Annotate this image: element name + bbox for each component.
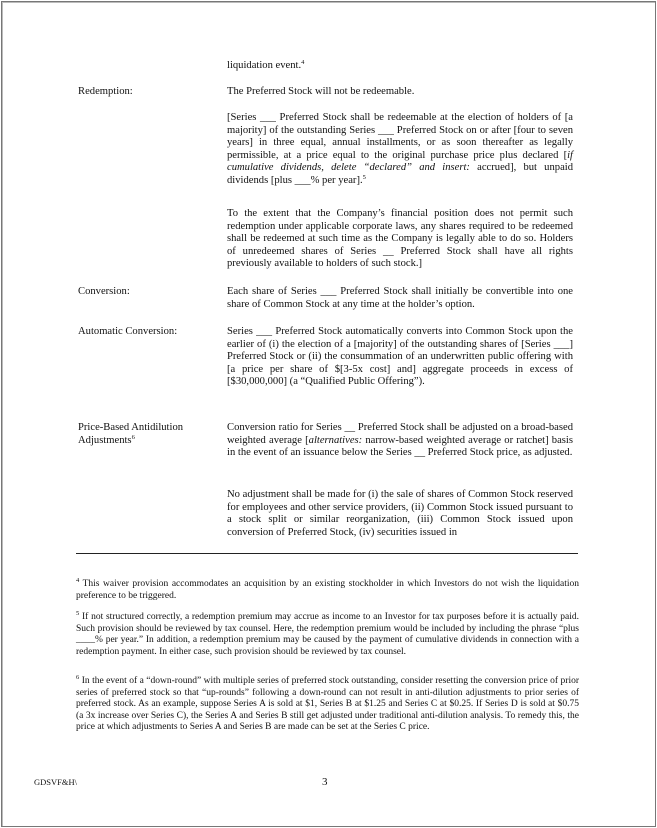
automatic-conversion-paragraph: Series ___ Preferred Stock automatically converts into Common Stock upon the earlier of (i) the election of a [majority] of the outstanding shares of [Series ___] Preferred Stock or (ii) the consummation of an underwritten public offering with [a price per share of $[3-5x cost] and] aggregate proceeds in excess of [$30,000,000] (a “Qualified Public Offering”). bbox=[227, 326, 573, 388]
redemption-label: Redemption: bbox=[78, 86, 133, 97]
redemption-paragraph-1: The Preferred Stock will not be redeemable. bbox=[227, 86, 415, 97]
antidilution-paragraph-1: Conversion ratio for Series __ Preferred Stock shall be adjusted on a broad-based weighted average [alternatives: narrow-based weighted average or ratchet] basis in the event of an issuance below the Series __ Preferred Stock price, as adjusted. bbox=[227, 422, 573, 459]
footnote-5: $^5$ If not structured correctly, a redemption premium may accrue as income to an Investor for tax purposes before it is actually paid. Such provision should be reviewed by tax counsel. Here, the redemption premium would be included by including the phrase “plus ____% per year.” In addition, a redemption premium may be caused by the payment of cumulative dividends in connection with a redemption payment. In either case, such provision should be reviewed by tax counsel. bbox=[76, 610, 579, 657]
liquidation-line: liquidation event.$^4$ bbox=[227, 59, 305, 71]
conversion-paragraph: Each share of Series ___ Preferred Stock shall initially be convertible into one share of Common Stock at any time at the holder’s option. bbox=[227, 286, 573, 310]
automatic-conversion-label: Automatic Conversion: bbox=[78, 326, 178, 337]
footnote-4: $^4$ This waiver provision accommodates an acquisition by an existing stockholder in which Investors do not wish the liquidation preference to be triggered. bbox=[76, 577, 579, 601]
antidilution-label: Price-Based Antidilution Adjustments$^6$ bbox=[78, 422, 184, 446]
footnote-ref-6: 6 bbox=[131, 433, 135, 441]
redemption-paragraph-3: To the extent that the Company’s financial position does not permit such redemption under applicable corporate laws, any shares required to be redeemed shall be redeemed at such time as the Company is legally able to do so. Holders of unredeemed shares of Series __ Preferred Stock shall have all rights previously available to holders of such stock.] bbox=[227, 208, 573, 270]
conversion-label: Conversion: bbox=[78, 286, 130, 297]
footnote-ref-5: 5 bbox=[362, 173, 366, 181]
antidilution-paragraph-2: No adjustment shall be made for (i) the sale of shares of Common Stock reserved for employees and other service providers, (ii) Common Stock issued pursuant to a stock split or similar reorganization, (iii) Common Stock issued upon conversion of Preferred Stock, (iv) securities issued in bbox=[227, 489, 573, 538]
footnote-6: $^6$ In the event of a “down-round” with multiple series of preferred stock outstanding, consider resetting the conversion price of prior series of preferred stock so that “up-rounds” following a down-round can not result in anti-dilution adjustments to prior series of preferred stock. As an example, suppose Series A is sold at $1, Series B at $1.25 and Series C at $0.25. If Series D is sold at $0.75 (a 3x increase over Series C), the Series A and Series B still get adjusted under traditional anti-dilution analysis. To remedy this, the price at which adjustments to Series A and Series B are made can be set at the Series C price. bbox=[76, 674, 579, 733]
page-number: 3 bbox=[322, 776, 328, 788]
document-code: GDSVF&H\ bbox=[34, 777, 77, 787]
footnote-ref-4: 4 bbox=[301, 59, 305, 66]
footnote-separator bbox=[76, 553, 578, 554]
redemption-paragraph-2: [Series ___ Preferred Stock shall be redeemable at the election of holders of [a majority] of the outstanding Series ___ Preferred Stock on or after [four to seven years] in three equal, annual installments, or as soon thereafter as legally permissible, at a price equal to the original purchase price plus declared [if cumulative dividends, delete “declared” and insert: accrued], but unpaid dividends [plus ___% per year].$^5$ bbox=[227, 112, 574, 186]
